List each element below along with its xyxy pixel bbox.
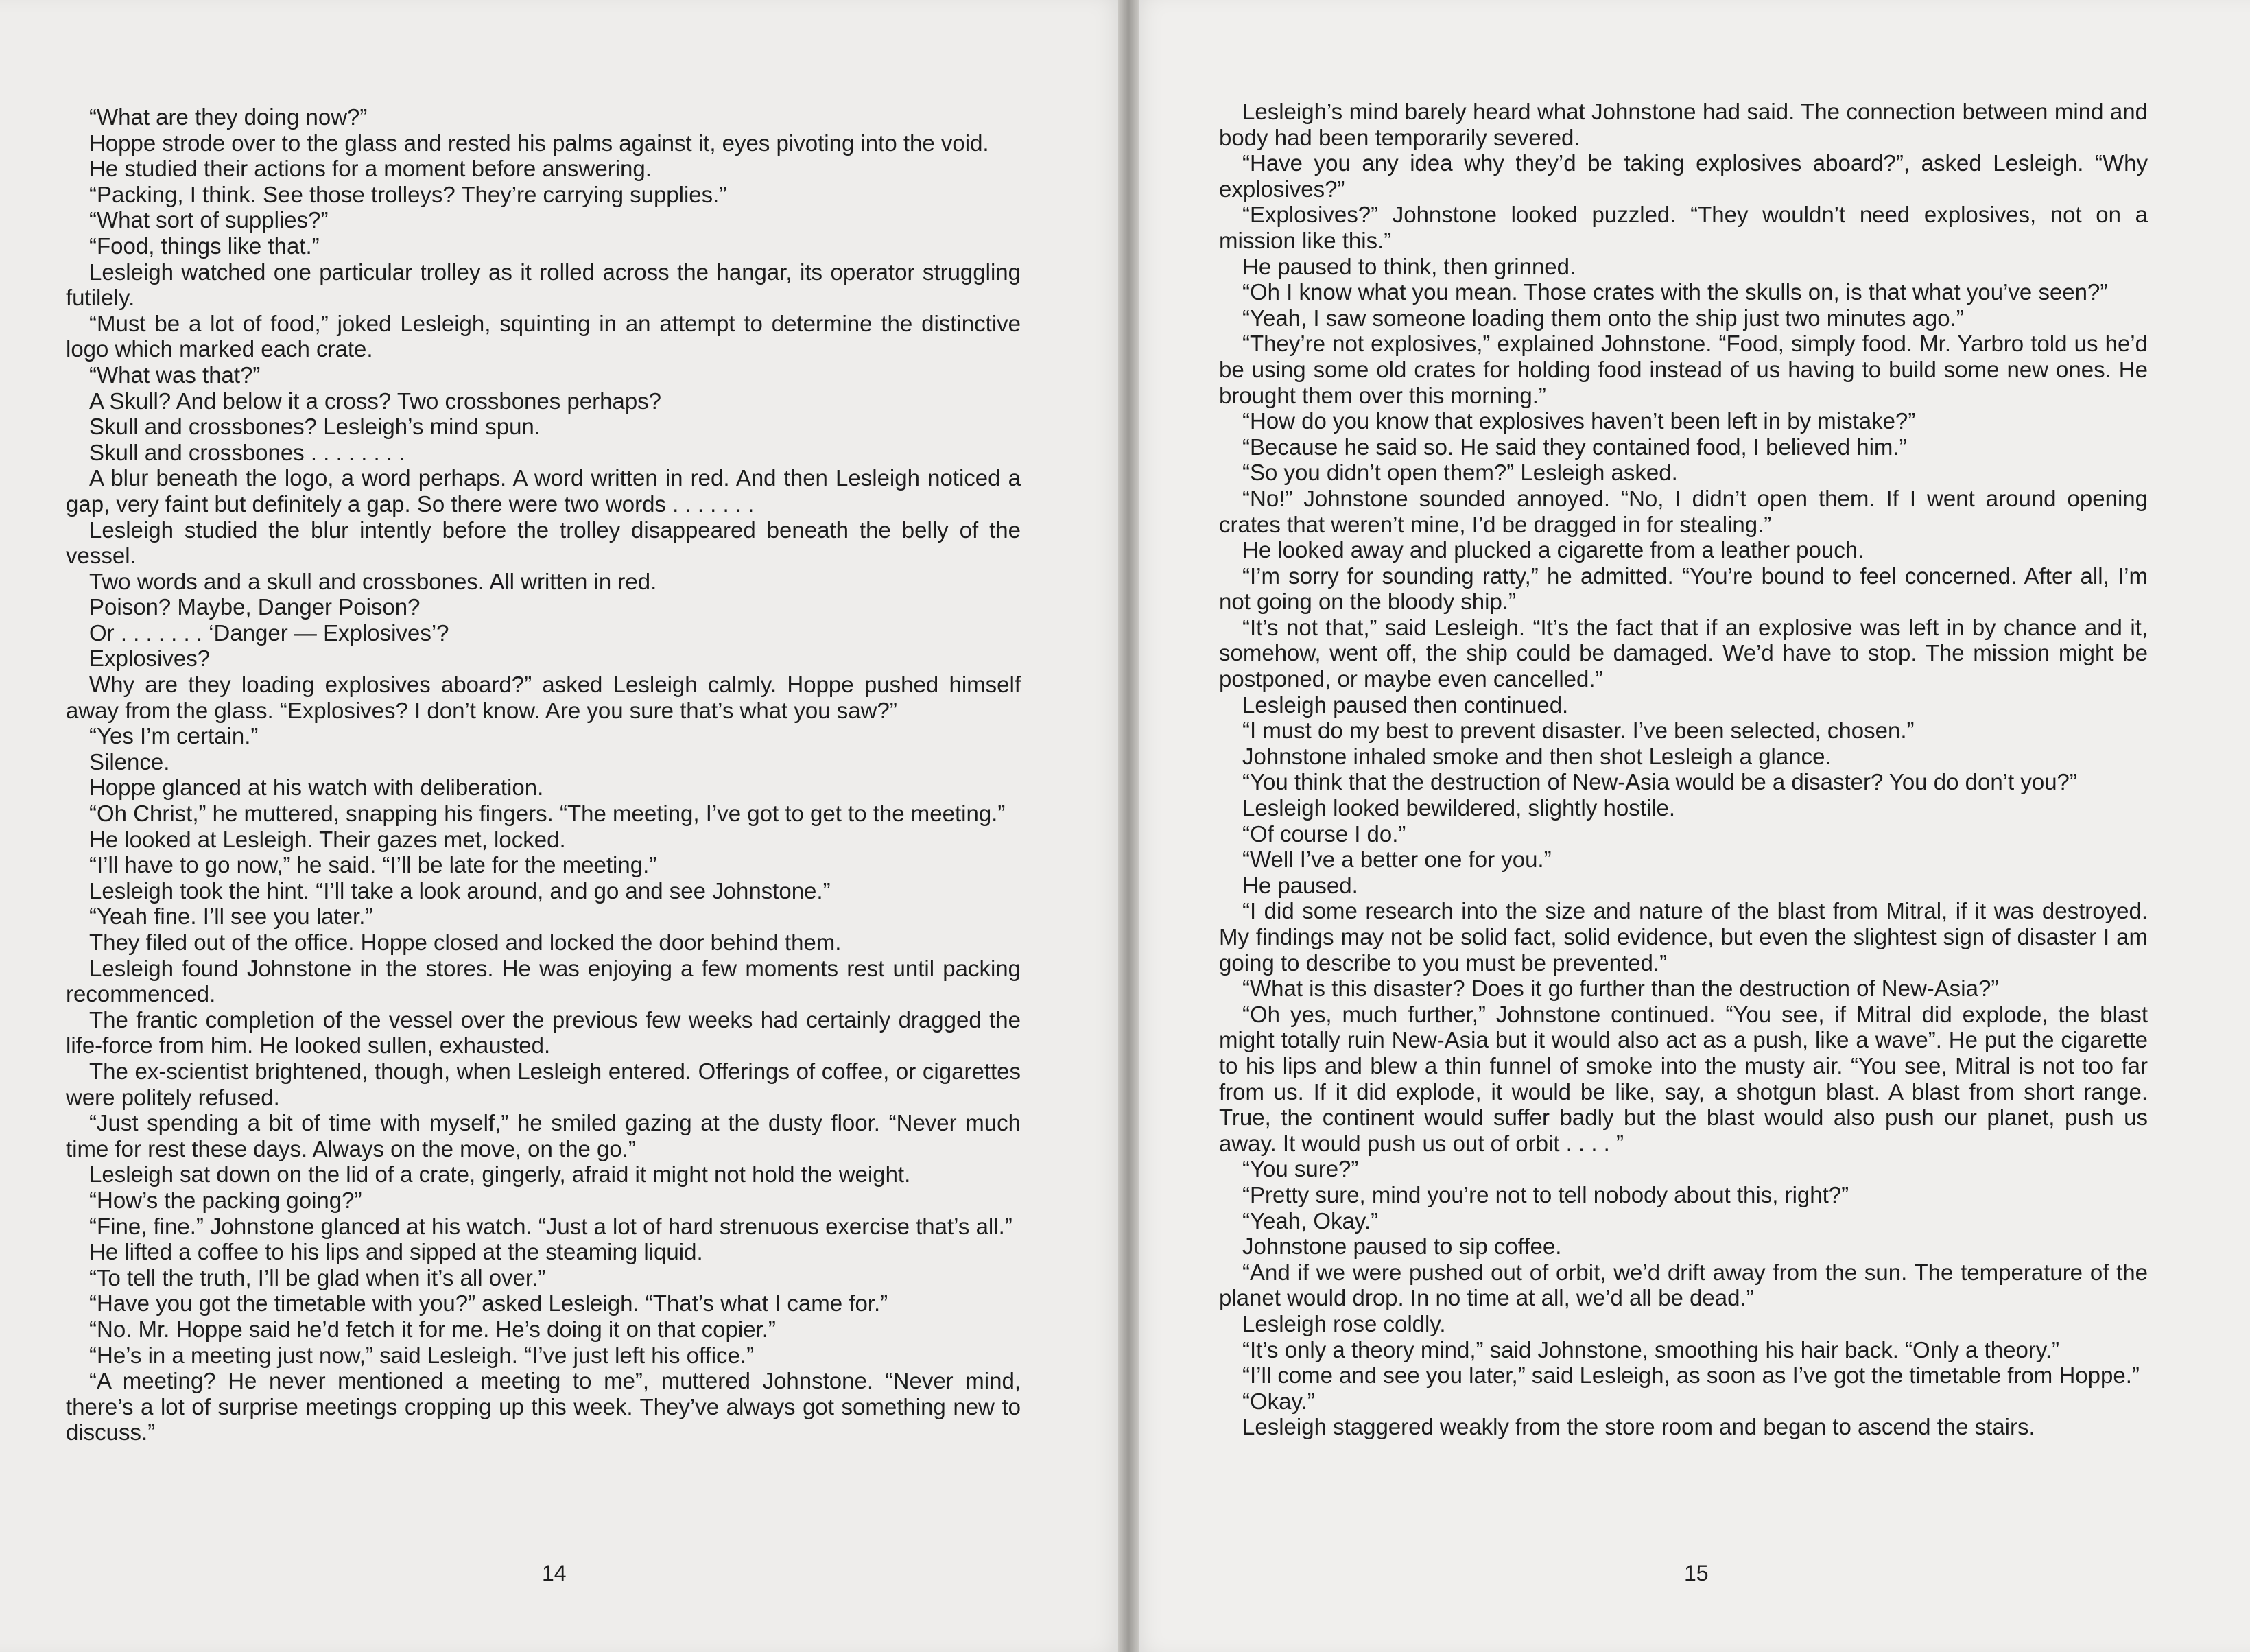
paragraph: He paused. <box>1242 872 1358 898</box>
paragraph: Lesleigh looked bewildered, slightly hostile. <box>1242 795 1676 821</box>
paragraph: “What are they doing now?” <box>89 104 368 130</box>
paragraph: A blur beneath the logo, a word perhaps. A word written in red. And then Lesleigh noticed a gap, very faint but definitely a gap. So there were two words . . . . . . . <box>66 465 1021 517</box>
paragraph: “Oh yes, much further,” Johnstone continued. “You see, if Mitral did explode, the blast might totally ruin New-Asia but it would also act as a push, like a wave”. He put the cigarette to his lips and blew a thin funnel of smoke into the musty air. “You see, Mitral is not too far from us. If it did explode, it would be like, say, a shotgun blast. A blast from short range. True, the continent would suffer badly but the blast would also push our planet, push us away. It would push us out of orbit . . . . ” <box>1219 1001 2148 1156</box>
paragraph: He studied their actions for a moment before answering. <box>89 156 652 182</box>
paragraph: Lesleigh watched one particular trolley as it rolled across the hangar, its operator struggling futilely. <box>66 259 1021 311</box>
paragraph: “Have you got the timetable with you?” asked Lesleigh. “That’s what I came for.” <box>89 1290 888 1317</box>
paragraph: “He’s in a meeting just now,” said Lesleigh. “I’ve just left his office.” <box>89 1342 755 1368</box>
paragraph: Why are they loading explosives aboard?” asked Lesleigh calmly. Hoppe pushed himself away from the glass. “Explosives? I don’t know. Are you sure that’s what you saw?” <box>66 672 1021 723</box>
paragraph: “Because he said so. He said they contained food, I believed him.” <box>1242 434 1907 460</box>
paragraph: “Packing, I think. See those trolleys? They’re carrying supplies.” <box>89 181 727 207</box>
paragraph: “So you didn’t open them?” Lesleigh asked. <box>1242 460 1678 486</box>
paragraph: Skull and crossbones? Lesleigh’s mind spun. <box>89 414 541 440</box>
paragraph: Johnstone inhaled smoke and then shot Lesleigh a glance. <box>1242 743 1832 769</box>
left-page-number: 14 <box>542 1561 567 1585</box>
paragraph: Lesleigh rose coldly. <box>1242 1310 1446 1336</box>
right-page-text <box>1219 99 2148 1440</box>
paragraph: “They’re not explosives,” explained Johnstone. “Food, simply food. Mr. Yarbro told us he’d be using some old crates for holding food instead of us having to build some new ones. He brought them over this morning.” <box>1219 331 2148 408</box>
paragraph: “Oh I know what you mean. Those crates with the skulls on, is that what you’ve seen?” <box>1242 279 2108 305</box>
paragraph: He lifted a coffee to his lips and sipped at the steaming liquid. <box>89 1239 703 1265</box>
paragraph: “I’ll have to go now,” he said. “I’ll be late for the meeting.” <box>89 852 657 878</box>
paragraph: “Of course I do.” <box>1242 821 1406 847</box>
paragraph: “No. Mr. Hoppe said he’d fetch it for me. He’s doing it on that copier.” <box>89 1316 776 1342</box>
right-page-number: 15 <box>1684 1561 1709 1585</box>
paragraph: “You sure?” <box>1242 1156 1359 1182</box>
paragraph: “It’s only a theory mind,” said Johnstone, smoothing his hair back. “Only a theory.” <box>1242 1336 2059 1362</box>
paragraph: Hoppe strode over to the glass and rested his palms against it, eyes pivoting into the void. <box>89 130 989 156</box>
paragraph: The ex-scientist brightened, though, when Lesleigh entered. Offerings of coffee, or cigarettes were politely refused. <box>66 1058 1021 1110</box>
book-gutter <box>1118 0 1139 1652</box>
paragraph: “I did some research into the size and nature of the blast from Mitral, if it was destroyed. My findings may not be solid fact, solid evidence, but even the slightest sign of disaster I am going to describe to you must be prevented.” <box>1219 898 2148 976</box>
paragraph: Hoppe glanced at his watch with deliberation. <box>89 775 544 801</box>
paragraph: “How’s the packing going?” <box>89 1187 362 1213</box>
paragraph: “And if we were pushed out of orbit, we’d drift away from the sun. The temperature of the planet would drop. In no time at all, we’d all be dead.” <box>1219 1259 2148 1311</box>
paragraph: “I’m sorry for sounding ratty,” he admitted. “You’re bound to feel concerned. After all, I’m not going on the bloody ship.” <box>1219 563 2148 615</box>
paragraph: Lesleigh studied the blur intently before the trolley disappeared beneath the belly of the vessel. <box>66 517 1021 569</box>
paragraph: Poison? Maybe, Danger Poison? <box>89 594 421 620</box>
paragraph: “No!” Johnstone sounded annoyed. “No, I didn’t open them. If I went around opening crates that weren’t mine, I’d be dragged in for stealing.” <box>1219 485 2148 537</box>
paragraph: “What sort of supplies?” <box>89 207 329 233</box>
paragraph: “Okay.” <box>1242 1388 1315 1414</box>
paragraph: “You think that the destruction of New-Asia would be a disaster? You do don’t you?” <box>1242 769 2077 795</box>
paragraph: Lesleigh paused then continued. <box>1242 692 1569 718</box>
paragraph: The frantic completion of the vessel over the previous few weeks had certainly dragged the life-force from him. He looked sullen, exhausted. <box>66 1006 1021 1059</box>
paragraph: Explosives? <box>89 646 211 672</box>
paragraph: “Yeah, I saw someone loading them onto the ship just two minutes ago.” <box>1242 305 1964 331</box>
paragraph: “Yeah fine. I’ll see you later.” <box>89 904 373 930</box>
paragraph: “It’s not that,” said Lesleigh. “It’s the fact that if an explosive was left in by chance and it, somehow, went off, the ship could be damaged. We’d have to stop. The mission might be postponed, or maybe even cancelled.” <box>1219 614 2148 692</box>
paragraph: “What was that?” <box>89 362 261 388</box>
paragraph: “A meeting? He never mentioned a meeting to me”, muttered Johnstone. “Never mind, there’s a lot of surprise meetings cropping up this week. They’ve always got something new to discuss.” <box>66 1368 1021 1446</box>
paragraph: “Fine, fine.” Johnstone glanced at his watch. “Just a lot of hard strenuous exercise that’s all.” <box>89 1213 1013 1239</box>
paragraph: Skull and crossbones . . . . . . . . <box>89 439 405 465</box>
right-page <box>1128 0 2250 1652</box>
paragraph: “Must be a lot of food,” joked Lesleigh, squinting in an attempt to determine the distinctive logo which marked each crate. <box>66 310 1021 362</box>
paragraph: “I’ll come and see you later,” said Lesleigh, as soon as I’ve got the timetable from Hoppe.” <box>1242 1362 2140 1389</box>
paragraph: “Explosives?” Johnstone looked puzzled. “They wouldn’t need explosives, not on a mission like this.” <box>1219 202 2148 253</box>
paragraph: He looked away and plucked a cigarette from a leather pouch. <box>1242 537 1864 563</box>
paragraph: “Oh Christ,” he muttered, snapping his fingers. “The meeting, I’ve got to get to the meeting.” <box>89 801 1006 827</box>
paragraph: Lesleigh sat down on the lid of a crate, gingerly, afraid it might not hold the weight. <box>89 1161 911 1188</box>
paragraph: “Pretty sure, mind you’re not to tell nobody about this, right?” <box>1242 1181 1849 1207</box>
paragraph: Or . . . . . . . ‘Danger — Explosives’? <box>89 620 449 646</box>
paragraph: “Just spending a bit of time with myself,” he smiled gazing at the dusty floor. “Never much time for rest these days. Always on the move, on the go.” <box>66 1110 1021 1161</box>
paragraph: Johnstone paused to sip coffee. <box>1242 1234 1562 1260</box>
paragraph: Lesleigh staggered weakly from the store room and began to ascend the stairs. <box>1242 1414 2035 1440</box>
paragraph: A Skull? And below it a cross? Two crossbones perhaps? <box>89 388 662 414</box>
paragraph: “Have you any idea why they’d be taking explosives aboard?”, asked Lesleigh. “Why explosives?” <box>1219 150 2148 202</box>
left-page-text <box>66 104 1021 1446</box>
paragraph: He paused to think, then grinned. <box>1242 253 1576 279</box>
paragraph: Silence. <box>89 748 170 775</box>
paragraph: “To tell the truth, I’ll be glad when it’s all over.” <box>89 1264 546 1290</box>
paragraph: “Yes I’m certain.” <box>89 723 259 749</box>
paragraph: Two words and a skull and crossbones. All written in red. <box>89 568 657 594</box>
paragraph: Lesleigh found Johnstone in the stores. He was enjoying a few moments rest until packing recommenced. <box>66 955 1021 1007</box>
paragraph: “What is this disaster? Does it go further than the destruction of New-Asia?” <box>1242 976 1999 1002</box>
paragraph: Lesleigh took the hint. “I’ll take a look around, and go and see Johnstone.” <box>89 877 831 904</box>
paragraph: He looked at Lesleigh. Their gazes met, locked. <box>89 826 566 852</box>
paragraph: “I must do my best to prevent disaster. I’ve been selected, chosen.” <box>1242 718 1915 744</box>
paragraph: “Food, things like that.” <box>89 233 320 259</box>
paragraph: Lesleigh’s mind barely heard what Johnstone had said. The connection between mind and body had been temporarily severed. <box>1219 99 2148 150</box>
paragraph: “Yeah, Okay.” <box>1242 1207 1379 1234</box>
paragraph: “How do you know that explosives haven’t been left in by mistake?” <box>1242 408 1916 434</box>
paragraph: “Well I’ve a better one for you.” <box>1242 847 1552 873</box>
paragraph: They filed out of the office. Hoppe closed and locked the door behind them. <box>89 930 842 955</box>
